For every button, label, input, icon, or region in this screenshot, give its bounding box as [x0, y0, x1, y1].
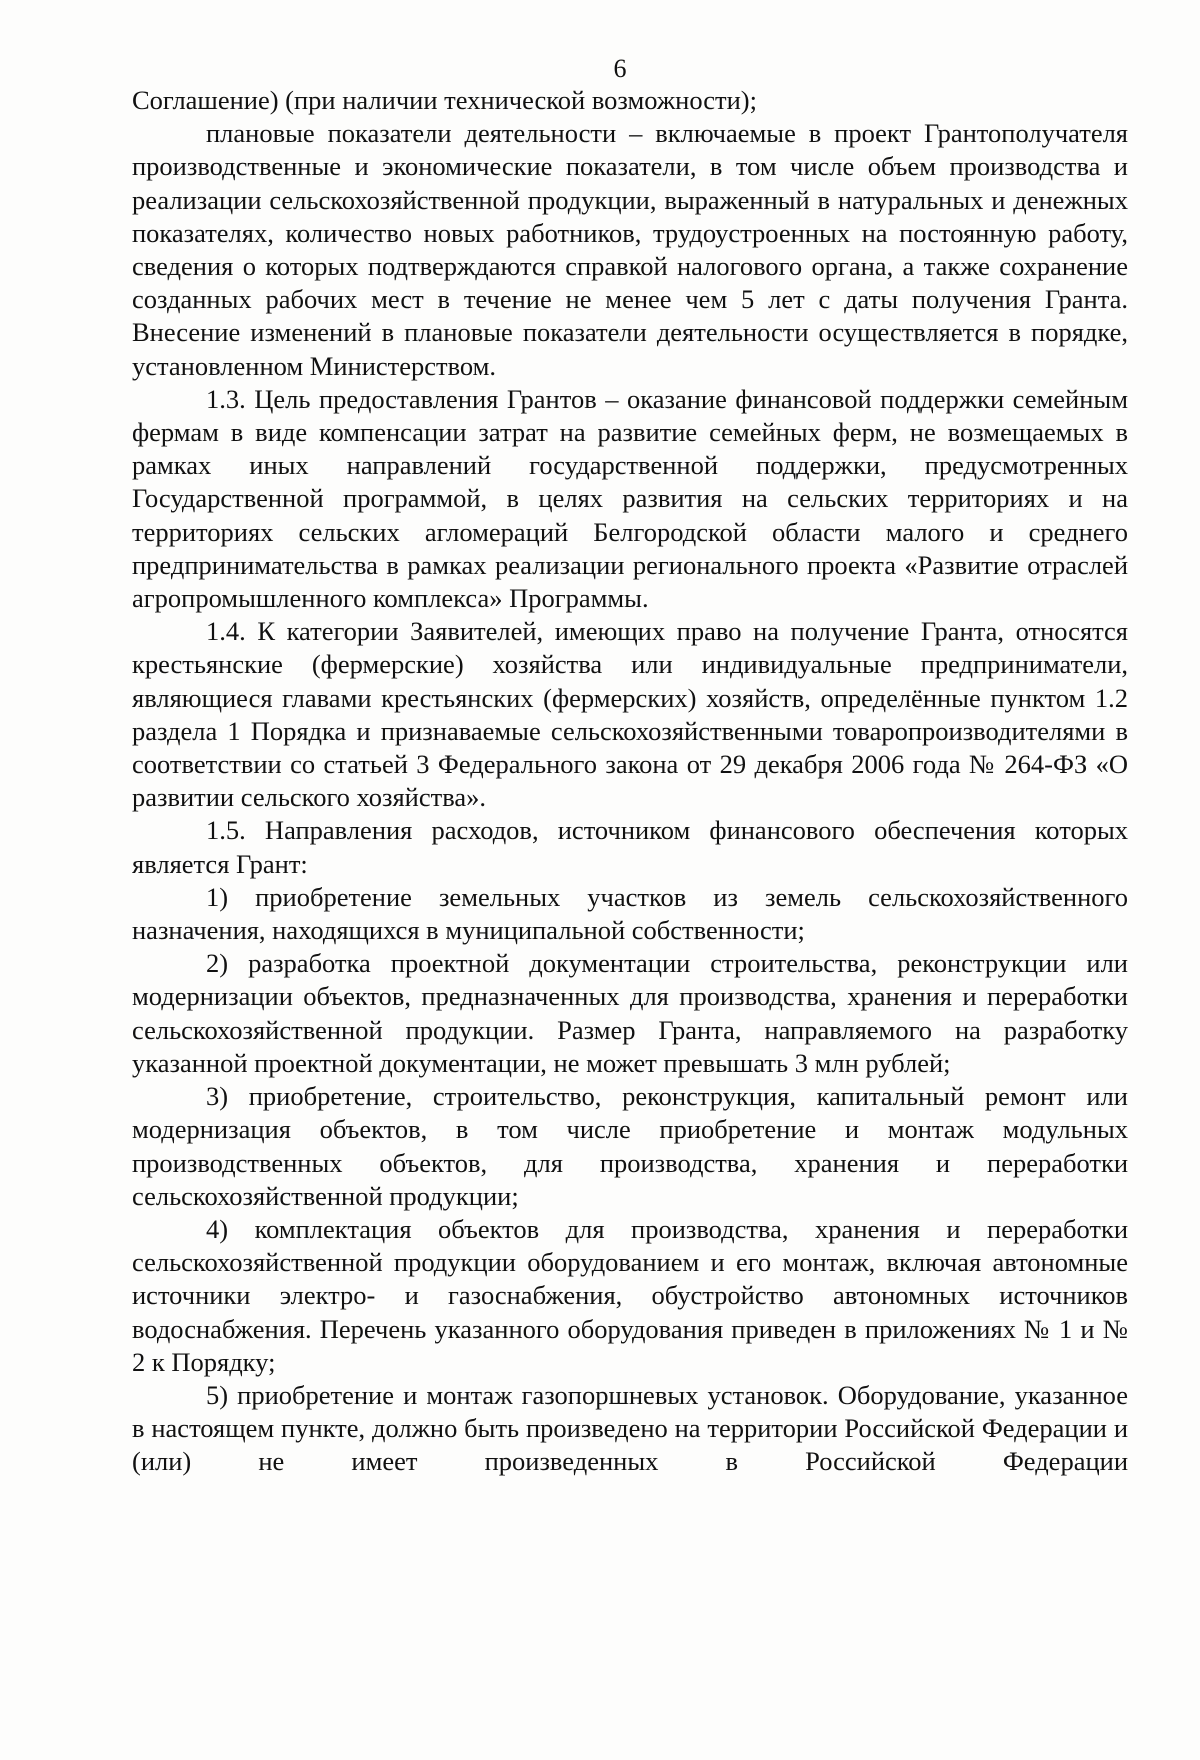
list-item-5-gas-piston-units: 5) приобретение и монтаж газопоршневых установок. Оборудование, указанное в настоящем пункте, должно быть произведено на территории Российской Федерации и (или) не имеет произведенных в Российской Федерации	[132, 1379, 1128, 1477]
paragraph-1-4-applicant-category: 1.4. К категории Заявителей, имеющих право на получение Гранта, относятся крестьянские (фермерские) хозяйства или индивидуальные предприниматели, являющиеся главами крестьянских (фермерских) хозяйств, определённые пунктом 1.2 раздела 1 Порядка и признаваемые сельскохозяйственными товаропроизводителями в соответствии со статьей 3 Федерального закона от 29 декабря 2006 года № 264-ФЗ «О развитии сельского хозяйства».	[132, 616, 1128, 813]
list-item-4-equipment: 4) комплектация объектов для производства, хранения и переработки сельскохозяйственной продукции оборудованием и его монтаж, включая автономные источники электро- и газоснабжения, обустройство автономных источников водоснабжения. Перечень указанного оборудования приведен в приложениях № 1 и № 2 к Порядку;	[132, 1213, 1128, 1377]
paragraph-1-3-grant-purpose: 1.3. Цель предоставления Грантов – оказание финансовой поддержки семейным фермам в виде компенсации затрат на развитие семейных ферм, не возмещаемых в рамках иных направлений государственной поддержки, предусмотренных Государственной программой, в целях развития на сельских территориях и на территориях сельских агломераций Белгородской области малого и среднего предпринимательства в рамках реализации регионального проекта «Развитие отраслей агропромышленного комплекса» Программы.	[132, 383, 1128, 614]
paragraph-1-5-expense-directions: 1.5. Направления расходов, источником финансового обеспечения которых является Грант:	[132, 815, 1128, 879]
list-item-3-construction: 3) приобретение, строительство, реконструкция, капитальный ремонт или модернизация объектов, в том числе приобретение и монтаж модульных производственных объектов, для производства, хранения и переработки сельскохозяйственной продукции;	[132, 1081, 1128, 1211]
page-number: 6	[613, 54, 627, 83]
document-body	[132, 84, 1128, 1479]
paragraph-planned-indicators: плановые показатели деятельности – включаемые в проект Грантополучателя производственные и экономические показатели, в том числе объем производства и реализации сельскохозяйственной продукции, выраженный в натуральных и денежных показателях, количество новых работников, трудоустроенных на постоянную работу, сведения о которых подтверждаются справкой налогового органа, а также сохранение созданных рабочих мест в течение не менее чем 5 лет с даты получения Гранта. Внесение изменений в плановые показатели деятельности осуществляется в порядке, установленном Министерством.	[132, 118, 1128, 381]
list-item-1-land-plots: 1) приобретение земельных участков из земель сельскохозяйственного назначения, находящихся в муниципальной собственности;	[132, 881, 1128, 946]
paragraph-agreement-end: Соглашение) (при наличии технической возможности);	[132, 85, 757, 115]
list-item-2-project-documentation: 2) разработка проектной документации строительства, реконструкции или модернизации объектов, предназначенных для производства, хранения и переработки сельскохозяйственной продукции. Размер Гранта, направляемого на разработку указанной проектной документации, не может превышать 3 млн рублей;	[132, 948, 1128, 1078]
